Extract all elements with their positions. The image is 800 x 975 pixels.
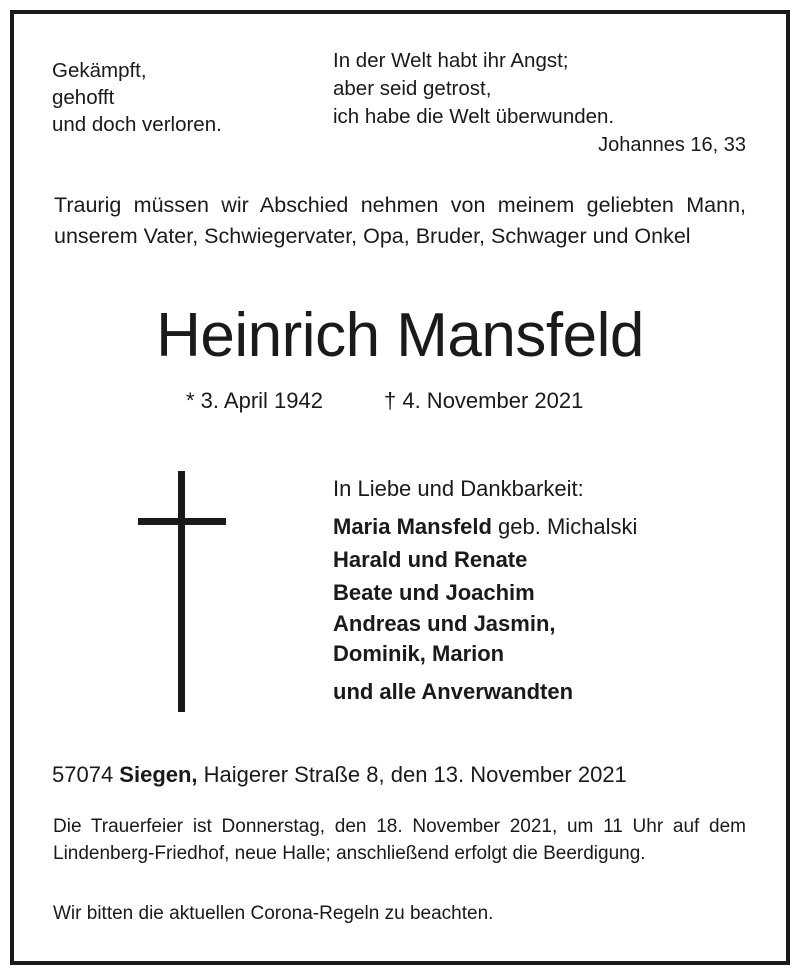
mourner-widow [333,510,637,543]
motto-line: Gekämpft, [52,59,147,82]
cross-icon [178,471,185,712]
widow-maiden-name: geb. Michalski [491,514,638,539]
verse-reference: Johannes 16, 33 [598,134,746,156]
corona-notice: Wir bitten die aktuellen Corona-Regeln zu beachten. [53,903,494,924]
birth-date: * 3. April 1942 [186,388,323,413]
mourner-closing: und alle Anverwandten [333,679,574,704]
address-street-date: Haigerer Straße 8, den 13. November 2021 [197,762,627,787]
intro-text: Traurig müssen wir Abschied nehmen von meinem geliebten Mann, unserem Vater, Schwiegervater, Opa, Bruder, Schwager und Onkel [54,193,746,248]
verse-line: In der Welt habt ihr Angst; [333,49,569,72]
address-city: Siegen, [119,762,198,787]
address-zip: 57074 [52,762,120,787]
mourners-block [333,474,637,708]
mourner-family: Harald und Renate [333,547,528,572]
mourner-family: Andreas und Jasmin, [333,611,556,636]
widow-name: Maria Mansfeld [333,514,492,539]
mourners-lead: In Liebe und Dankbarkeit: [333,476,584,501]
bible-verse [333,47,614,131]
mourner-family: Dominik, Marion [333,641,505,666]
address-line [52,762,627,788]
mourner-family: Beate und Joachim [333,580,535,605]
verse-line: ich habe die Welt überwunden. [333,105,615,128]
verse-line: aber seid getrost, [333,77,492,100]
motto-line: gehofft [52,86,115,109]
death-date: † 4. November 2021 [384,388,584,413]
motto-left [52,57,222,138]
motto-line: und doch verloren. [52,113,222,136]
cross-icon-bar [138,518,226,525]
deceased-name: Heinrich Mansfeld [156,301,644,370]
funeral-info: Die Trauerfeier ist Donnerstag, den 18. November 2021, um 11 Uhr auf dem Lindenberg-Friedhof, neue Halle; anschließend erfolgt die Beerdigung. [53,816,746,864]
